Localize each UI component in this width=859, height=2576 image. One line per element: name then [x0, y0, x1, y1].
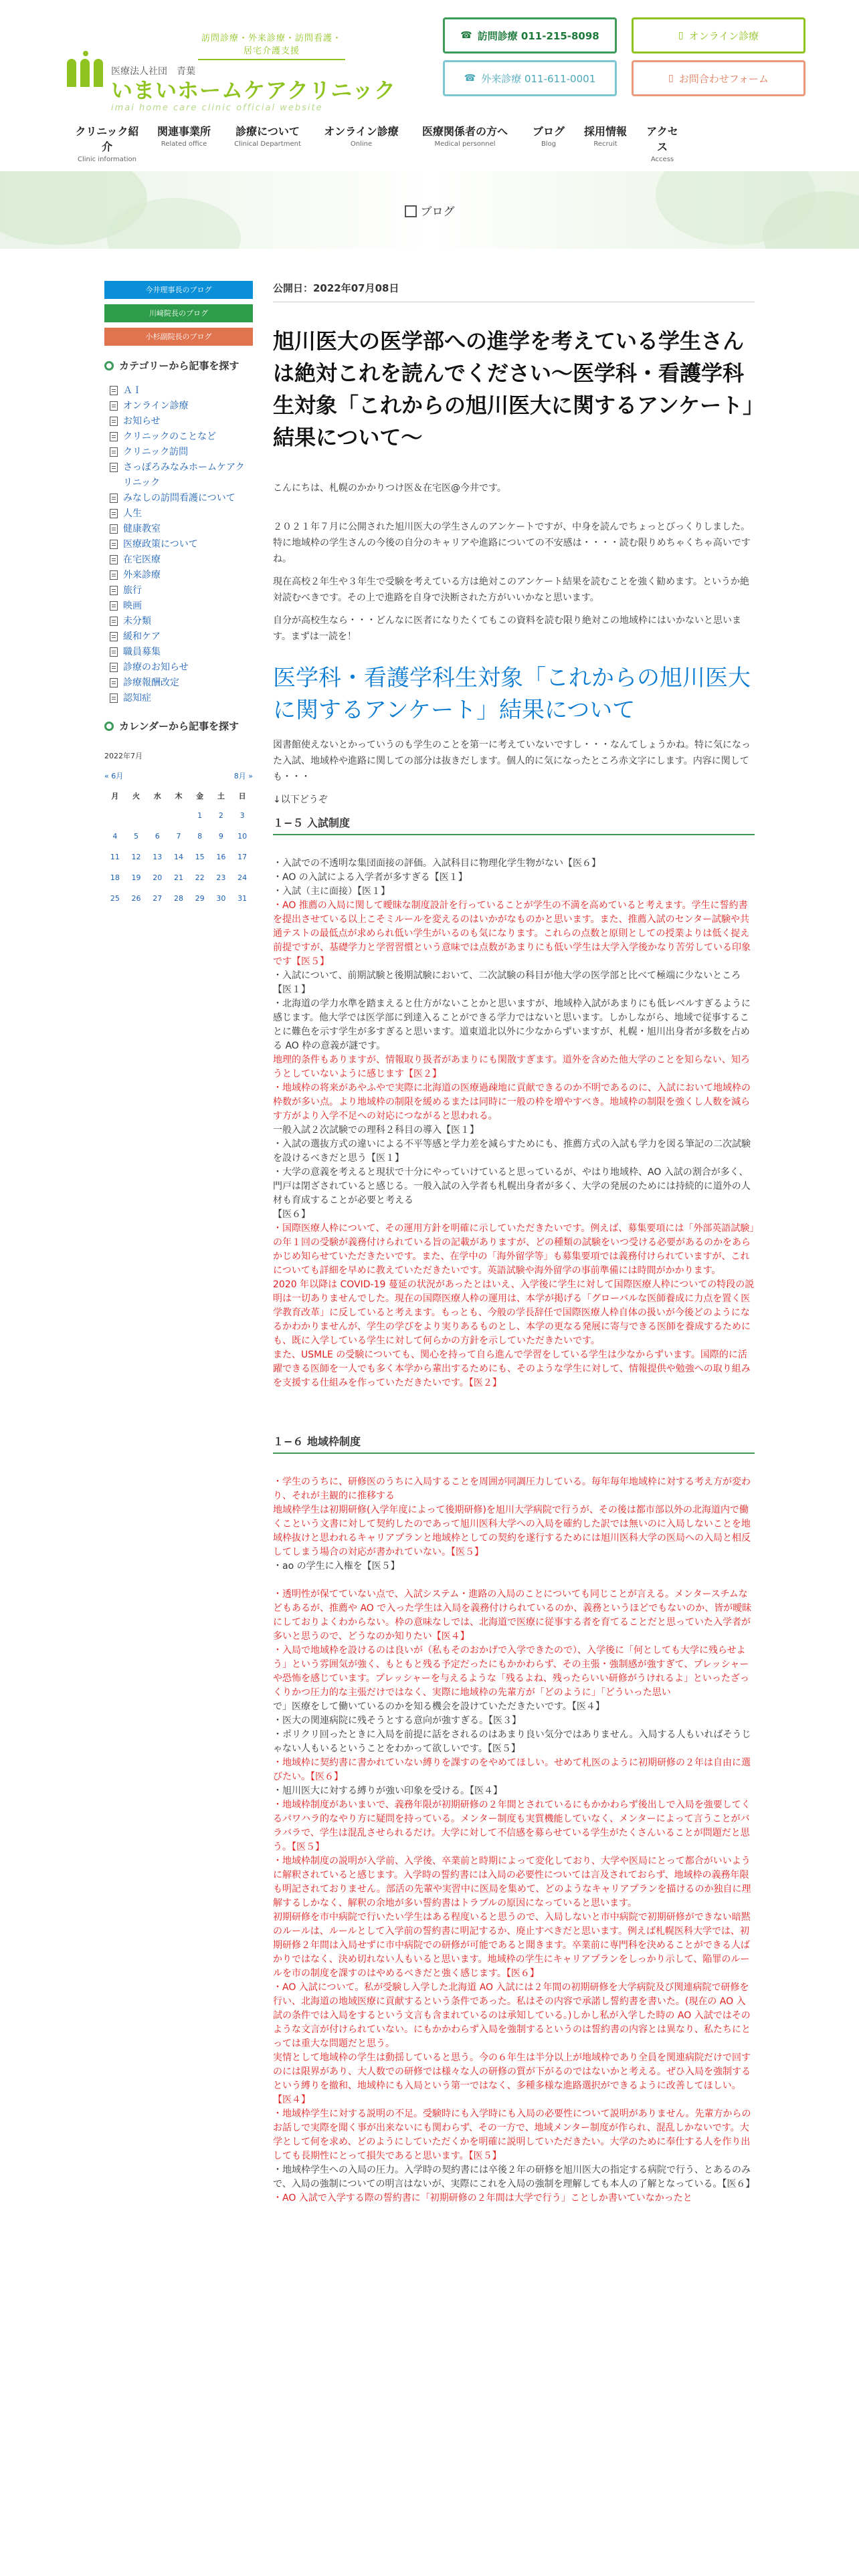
category-label: 健康教室 [123, 524, 161, 534]
article [273, 281, 755, 2206]
section2-list [273, 1475, 755, 2206]
calendar-day[interactable]: 6 [155, 832, 160, 841]
category-item[interactable] [110, 522, 253, 537]
list-item: ・入試の選抜方式の違いによる不平等感と学力差を減らすためにも、推薦方式の入試も学力を図る筆記の二次試験を設けるべきだと思う【医１】 [273, 1139, 751, 1164]
document-icon [110, 540, 118, 549]
calendar-table [104, 786, 253, 909]
category-label: 映画 [123, 601, 142, 611]
list-item: ・地域枠学生に対する説明の不足。受験時にも入学時にも入局の必要性について説明がありません。先輩方からのお話しで実際を聞く事が出来ないにも関わらず、その一方で、地域メンター制度が作られ、混乱しかないです。大学として何を求め、どのようにしていただくかを明確に説明していただきたい。大学のために奉仕する人を作り出しても長期性にとって損失であると思います。【医５】 [273, 2109, 751, 2161]
online-consultation-label: オンライン診療 [688, 29, 759, 42]
calendar-day[interactable]: 30 [216, 894, 226, 903]
list-item: ・入試での不透明な集団面接の評価。入試科目に物理化学生物がない【医６】 [273, 858, 601, 869]
list-item: ・北海道の学力水準を踏まえると仕方がないことかと思いますが、地域枠入試があまりにも低レベルすぎるように感じます。他大学では医学部に到達入ることができる学力ではないと思います。しかしながら、地域で従事することに難色を示す学生が多すぎると思います。道東道北以外に少なからずいますが、札幌・旭川出身者が多数を占める AO 枠の意義が謎です。 [273, 998, 751, 1051]
calendar-day[interactable]: 12 [131, 853, 141, 861]
calendar-day[interactable]: 5 [134, 832, 139, 841]
nav-online[interactable] [314, 123, 408, 163]
page-title-text: ブログ [420, 205, 455, 219]
category-item[interactable] [110, 506, 253, 522]
document-icon [110, 401, 118, 411]
calendar-day [147, 805, 168, 826]
calendar-day[interactable]: 3 [240, 811, 245, 820]
list-item: で」医療をして働いているのかを知る機会を設けていただきたいです。【医４】 [273, 1701, 605, 1712]
nav-label: オンライン診療 [324, 125, 399, 138]
blog-button-director[interactable]: 川﨑院長のブログ [104, 304, 253, 322]
calendar-day[interactable]: 10 [237, 832, 248, 841]
document-icon [110, 447, 118, 457]
document-icon [110, 663, 118, 672]
calendar-month: 2022年7月 [104, 752, 142, 760]
nav-label: 採用情報 [583, 125, 627, 138]
list-item [273, 1574, 755, 1588]
document-icon [110, 693, 118, 703]
document-icon [110, 417, 118, 426]
calendar-day[interactable]: 29 [195, 894, 205, 903]
list-item: ・入局で地域枠を設けるのは良いが（私もそのおかげで入学できたので）、入学後に「何としても大学に残らせよう」という雰囲気が強く、もともと残る予定だったにもかかわらず、その主張・強制感が強すぎて、プレッシャーや恐怖を感じています。プレッシャーを与えるような「残るよね、残ったらいい研修がうけれるよ」といったざっくりかつ圧力的な主張だけではなく、実際に地域枠の先輩方が「どのように」「どういった思い [273, 1645, 749, 1698]
nav-sublabel: Medical personnel [434, 140, 496, 148]
calendar-day [104, 805, 126, 826]
calendar-day[interactable]: 27 [153, 894, 163, 903]
document-icon [110, 463, 118, 472]
category-item[interactable] [110, 583, 253, 599]
category-label: 医療政策について [123, 539, 198, 550]
intro-paragraph: 自分が高校生なら・・・どんなに医者になりたくてもこの資料を読む限り絶対この地域枠にはいかないと思います。まずは一読を！ [273, 615, 741, 642]
category-item[interactable] [110, 537, 253, 552]
sidebar [104, 281, 253, 909]
phone-icon: ☎ [464, 73, 476, 84]
nav-label: 関連事業所 [157, 125, 211, 138]
category-item[interactable] [110, 645, 253, 660]
calendar-day[interactable]: 24 [237, 873, 248, 882]
nav-sublabel: Clinical Department [234, 140, 301, 148]
list-item: ・旭川医大に対する縛りが強い印象を受ける。【医４】 [273, 1786, 502, 1796]
nav-blog[interactable] [522, 123, 575, 163]
document-icon [110, 617, 118, 626]
weekday-header: 木 [175, 792, 183, 800]
calendar-day[interactable]: 4 [112, 832, 118, 841]
calendar-day[interactable]: 1 [197, 811, 203, 820]
monitor-icon: ▯ [678, 30, 684, 41]
calendar-day[interactable]: 7 [176, 832, 181, 841]
document-icon [110, 494, 118, 503]
document-icon [110, 509, 118, 518]
list-item: ・透明性が保てていない点で、入試システム・進路の入局のことについても同じことが言える。メンタースチムなどもあるが、推薦や AO で入った学生は入局を義務付けられているのか、義務というほどでもないのか、皆が曖昧にしておりよくわからない。枠の意味なしでは、北海道で医療に従事する者を育てることだと思っていた入学者が多いと思うので、どうなのか知りたい【医４】 [273, 1589, 752, 1642]
clinic-logo[interactable] [67, 31, 396, 113]
list-item: ・学生のうちに、研修医のうちに入局することを周囲が同調圧力している。毎年毎年地域枠に対する考え方が変わり、それが主観的に推移する [273, 1477, 751, 1501]
category-heading-text: カテゴリーから記事を探す [119, 360, 240, 372]
list-item: ・地域枠学生への入局の圧力。入学時の契約書には卒後２年の研修を旭川医大の指定する病院で行う、とあるのみで、入局の強制についての明言はないが、実際にこれを入局の強制を理解しても本人の了解となっている。【医６】 [273, 2165, 755, 2189]
category-label: 職員募集 [123, 647, 161, 657]
weekday-header: 水 [153, 792, 161, 800]
nav-access[interactable] [636, 123, 689, 163]
category-item[interactable] [110, 629, 253, 645]
list-item: ・AO 入試で入学する際の誓約書に「初期研修の２年間は大学で行う」ことしか書いていなかったと [273, 2193, 692, 2204]
list-item: ・ポリクリ回ったときに入局を前提に話をされるのはあまり良い気分ではありません。入局する人もいればそうじゃない人もいるということをわかって欲しいです。【医５】 [273, 1729, 751, 1754]
category-item[interactable] [110, 614, 253, 629]
list-item: ・大学の意義を考えると現状で十分にやっていけていると思っているが、やはり地域枠、AO 入試の割合が多く、門戸は閉ざされていると感じる。一般入試の入学者も札幌出身者が多く、大学の発展のためには持続的に道外の人材も育成することが必要と考える [273, 1167, 751, 1206]
document-icon [110, 570, 118, 580]
category-item[interactable] [110, 691, 253, 706]
contact-form-button[interactable] [632, 60, 805, 96]
calendar-day[interactable]: 16 [216, 853, 226, 861]
weekday-header: 金 [196, 792, 204, 800]
category-item[interactable] [110, 599, 253, 614]
list-item: 【医６】 [273, 1209, 310, 1220]
category-item[interactable] [110, 445, 253, 460]
list-item: ・医大の関連病院に残そうとする意向が強すぎる。【医３】 [273, 1715, 521, 1726]
list-item: 実情として地域枠の学生は動揺していると思う。今の６年生は半分以上が地域枠であり全員を関連病院だけで回すのには限界があり、大人数での研修では様々な人の研修の質が下がるのではないかと考える。ぜひ入局を強制するという縛りを撤和、地域枠にも入局という第一ではなく、多種多様な進路選択ができるように改善してほしい。【医４】 [273, 2052, 751, 2105]
calendar-day[interactable]: 31 [237, 894, 248, 903]
weekday-header: 日 [238, 792, 246, 800]
logo-corporation: 医療法人社団 青葉 [111, 66, 195, 77]
calendar-day[interactable]: 20 [153, 873, 163, 882]
blog-icon [405, 205, 417, 217]
contact-form-label: お問合わせフォーム [678, 72, 769, 85]
logo-clinic-en: imai home care clinic official website [111, 103, 323, 113]
calendar-heading-text: カレンダーから記事を探す [119, 720, 240, 732]
category-label: 緩和ケア [123, 631, 161, 642]
category-label: 旅行 [123, 585, 142, 596]
document-icon: ▯ [668, 73, 674, 84]
nav-label: 診療について [235, 125, 300, 138]
blog-button-vice-director[interactable]: 小杉副院長のブログ [104, 328, 253, 346]
category-item[interactable] [110, 383, 253, 399]
phone-icon: ☎ [460, 30, 472, 41]
calendar-day[interactable]: 19 [131, 873, 141, 882]
calendar-day[interactable]: 26 [131, 894, 141, 903]
nav-sublabel: Online [350, 140, 373, 148]
category-label: 認知症 [123, 693, 151, 704]
circle-icon [104, 361, 114, 370]
list-item: ・入試について、前期試験と後期試験において、二次試験の科目が他大学の医学部と比べて極端に少ないところ【医１】 [273, 970, 741, 995]
category-label: オンライン診療 [123, 401, 189, 411]
category-label: 診療報酬改定 [123, 677, 179, 688]
list-item: 地理的条件もありますが、情報取り扱者があまりにも閑散すぎます。道外を含めた他大学のことを知らない、知ろうとしていないように感じます【医２】 [273, 1055, 750, 1079]
subsection-heading: １−６ 地域枠制度 [273, 1433, 755, 1454]
outpatient-phone-button[interactable] [443, 60, 617, 96]
nav-sublabel: Blog [541, 140, 557, 148]
logo-clinic-name: いまいホームケアクリニック [111, 78, 397, 103]
document-icon [110, 601, 118, 611]
document-icon [110, 386, 118, 395]
nav-sublabel: Recruit [593, 140, 617, 148]
calendar-day[interactable]: 23 [216, 873, 226, 882]
calendar-day[interactable]: 15 [195, 853, 205, 861]
calendar-day[interactable]: 13 [153, 853, 163, 861]
list-item: ・地域枠制度があいまいで、義務年限が初期研修の２年間とされているにもかかわらず後出しで入局を強要してくるパワハラ的なやり方に疑問を持っている。メンター制度も実質機能していなく、メンターによって言うことがバラバラで、学生は混乱させられるだけ。大学に対して不信感を募らせている学生がたくさんいることが問題だと思う。【医５】 [273, 1800, 751, 1852]
calendar-prev-link[interactable]: « 6月 [104, 772, 124, 780]
lead-paragraph: 図書館使えないとかっていうのも学生のことを第一に考えていないですし・・・なんてしょうかね。特に気になった入試、地域枠や進路に関しての部分は抜きだします。個人的に気になったところ赤文字にします。内容に関しても・・・ [273, 740, 751, 782]
nav-label: 医療関係者の方へ [421, 125, 508, 138]
category-item[interactable] [110, 491, 253, 506]
weekday-header: 火 [132, 792, 140, 800]
subsection-heading: １−５ 入試制度 [273, 815, 755, 835]
calendar-day[interactable]: 2 [218, 811, 223, 820]
nav-sublabel: Related office [161, 140, 207, 148]
calendar-day[interactable]: 14 [173, 853, 183, 861]
calendar-nav [104, 770, 253, 781]
intro-paragraph: 現在高校２年生や３年生で受験を考えている方は絶対このアンケート結果を読むことを強く勧めます。というか絶対読むべきです。その上で進路を自身で決断された方がいいかなと思います。 [273, 576, 750, 603]
outpatient-phone-label: 外来診療 011-611-0001 [481, 72, 596, 85]
category-list [104, 383, 253, 706]
document-icon [110, 524, 118, 534]
list-item: ・国際医療人枠について、その運用方針を明確に示していただきたいです。例えば、募集要項には「外部英語試験」の年１回の受験が義務付けられている旨の記載がありますが、どの種類の試験をいつ受ける必要があるのかをあらかじめ知らせていただきたいです。また、在学中の「海外留学等」も募集要項では義務付けられていますが、これについても詳細を早めに教えていただきたいです。英語試験や海外留学の事前準備には時間がかかります。 [273, 1223, 755, 1276]
category-label: お知らせ [123, 416, 161, 427]
document-icon [110, 632, 118, 641]
category-label: 在宅医療 [123, 554, 161, 565]
category-item[interactable] [110, 660, 253, 675]
category-item[interactable] [110, 460, 253, 491]
list-item: 一般入試２次試験での理科２科目の導入【医１】 [273, 1125, 479, 1136]
nav-clinical-department[interactable] [221, 123, 314, 163]
section-heading: 医学科・看護学科生対象「これからの旭川医大に関するアンケート」結果について [273, 665, 751, 724]
blog-button-chairman[interactable]: 今井理事長のブログ [104, 281, 253, 299]
calendar-day[interactable]: 9 [218, 832, 223, 841]
list-item: ・AO 入試について。私が受験し入学した北海道 AO 入試には２年間の初期研修を大学病院及び関連病院で研修を行い、北海道の地域医療に貢献するという条件であった。私はその内容で承諾し誓約書を書いた。(現在の AO 入試の条件では入局をするという文言も含まれているのは承知している。)しかし私が入学した時の AO 入試ではそのような文言が付けられていない。にもかかわらず入局を強制するというのは誓約書の内容とは異なり、私たちにとっては重大な問題だと思う。 [273, 1982, 751, 2049]
visit-phone-label: 訪問診療 011-215-8098 [477, 29, 599, 42]
list-item: ・地域枠制度の説明が入学前、入学後、卒業前と時期によって変化しており、大学や医局にとって都合がいいように解釈されていると感じます。入学時の誓約書には入局の必要性については言及されておらず、地域枠の義務年限も明記されておりません。部活の先輩や実習中に医局を集めて、どのようなキャリアプランを描けるのか独自に理解するしかなく、解釈の余地が多い誓約書はトラブルの原因になっていると思います。 [273, 1856, 751, 1909]
site-header [0, 0, 859, 167]
calendar-day[interactable]: 11 [110, 853, 120, 861]
category-item[interactable] [110, 429, 253, 445]
list-item: 2020 年以降は COVID-19 蔓延の状況があったとはいえ、入学後に学生に対して国際医療人枠についての特段の説明は一切ありませんでした。現在の国際医療人枠の運用は、本学が掲げる「グローバルな医師養成に力点を置く医学教育改革」に反していると考えます。もっとも、今般の学長辞任で国際医療人枠自体の扱いが今後どのようになるかわかりませんが、学生の学びをより実りあるものとし、本学の更なる発展に寄与できる医師を養成するためにも、既に入学している学生に対して何らかの方針を示していただきたいです。 [273, 1279, 755, 1346]
logo-tagline: 訪問診療・外来診療・訪問看護・居宅介護支援 [198, 31, 345, 60]
nav-label: クリニック紹介 [75, 125, 139, 153]
visit-phone-button[interactable] [443, 17, 617, 53]
category-label: ＡＩ [123, 385, 142, 396]
global-nav [67, 123, 689, 163]
list-item: 初期研修を市中病院で行いたい学生はある程度いると思うので、入局しないと市中病院で初期研修ができない暗黙のルールは、ルールとして入学前の誓約書に明記するか、廃止すべきだと思います。例えば札幌医科大学では、初期研修２年間は入局せずに市中病院での研修が可能であると聞きます。卒業前に専門科を決めることができる人ばかりではなく、決め切れない人もいると思います。地域枠の学生にキャリアプランをしっかり示して、陥罪のルールを市の制度を課すのはやめるべきだと強く感じます。【医６】 [273, 1912, 751, 1979]
calendar-day[interactable]: 17 [237, 853, 248, 861]
category-label: 人生 [123, 508, 142, 519]
list-item: ・AO の入試による入学者が多すぎる【医１】 [273, 872, 468, 883]
list-item: ・地域枠に契約書に書かれていない縛りを課すのをやめてほしい。せめて札医のように初期研修の２年は自由に選びたい。【医６】 [273, 1757, 751, 1782]
weekday-header: 月 [111, 792, 119, 800]
category-label: みなしの訪問看護について [123, 493, 235, 504]
lead-paragraph: ↓以下どうぞ [273, 794, 328, 805]
calendar-day[interactable]: 21 [173, 873, 183, 882]
category-item[interactable] [110, 568, 253, 583]
section1-list [273, 857, 755, 1390]
calendar-next-link[interactable]: 8月 » [233, 772, 253, 780]
category-label: 診療のお知らせ [123, 662, 189, 673]
category-label: さっぽろみなみホームケアクリニック [123, 462, 245, 488]
nav-related-office[interactable] [147, 123, 221, 163]
logo-mark-icon [67, 51, 106, 88]
category-label: クリニックのことなど [123, 431, 217, 442]
page-banner [0, 171, 859, 249]
publish-date: 公開日：2022年07月08日 [273, 281, 755, 302]
document-icon [110, 432, 118, 441]
calendar-day[interactable]: 22 [195, 873, 205, 882]
calendar-day [168, 805, 189, 826]
category-item[interactable] [110, 399, 253, 414]
calendar-day[interactable]: 25 [110, 894, 120, 903]
category-item[interactable] [110, 414, 253, 429]
list-item: また、USMLE の受験についても、関心を持って自ら進んで学習をしている学生は少なからずいます。国際的に活躍できる医師を一人でも多く本学から輩出するためにも、そのような学生に対して、情報提供や勉強への取り組みを支援する仕組みを作っていただきたいです。【医２】 [273, 1350, 751, 1388]
nav-clinic-info[interactable] [67, 123, 147, 163]
nav-sublabel: Clinic information [77, 156, 137, 163]
nav-label: ブログ [532, 125, 565, 138]
document-icon [110, 555, 118, 564]
list-item: ・地域枠の将来があやふやで実際に北海道の医療過疎地に貢献できるのか不明であるのに、入試において地域枠の枠数が多い点。より地域枠の制限を緩めるまたは同時に一般の枠を増やすべき。地域枠の制限を強くし人数を減らす方がより入学不足への対応につながると思われる。 [273, 1083, 751, 1121]
nav-sublabel: Access [650, 156, 674, 163]
document-icon [110, 678, 118, 687]
online-consultation-button[interactable] [632, 17, 805, 53]
document-icon [110, 647, 118, 657]
list-item: 地域枠学生は初期研修(入学年度によって後期研修)を旭川大学病院で行うが、その後は都市部以外の北海道内で働くこという文書に対して契約したのであって旭川医科大学への入局を確約した訳では無いのに入局しないことを地域枠抜けと思われるキャリアプランと地域枠としての契約を遂行するためには旭川医科大学の医局への入局と相反してしまう場合の対応が書かれていない。【医５】 [273, 1505, 751, 1558]
calendar-day[interactable]: 8 [197, 832, 203, 841]
page-title [0, 202, 859, 219]
intro-paragraph: ２０２１年７月に公開された旭川医大の学生さんのアンケートですが、中身を読んでちょっとびっくりしました。特に地域枠の学生さんの今後の自分のキャリアや進路についての不安感は・・・・読む限りめちゃくちゃ高いですね。 [273, 522, 751, 564]
calendar-day[interactable]: 18 [110, 873, 120, 882]
calendar-day[interactable]: 28 [173, 894, 183, 903]
intro-paragraph: こんにちは、札幌のかかりつけ医＆在宅医@今井です。 [273, 483, 506, 494]
nav-medical-personnel[interactable] [408, 123, 522, 163]
circle-icon [104, 722, 114, 731]
category-label: 未分類 [123, 616, 151, 627]
document-icon [110, 586, 118, 595]
calendar-day [126, 805, 147, 826]
category-heading [104, 359, 253, 372]
list-item: ・入試（主に面接）【医１】 [273, 886, 390, 897]
category-label: クリニック訪問 [123, 447, 189, 457]
weekday-header: 土 [217, 792, 225, 800]
list-item: ・ao の学生に入権を【医５】 [273, 1561, 400, 1572]
list-item: ・AO 推薦の入局に関して曖昧な制度設計を行っていることが学生の不満を高めていると考えます。学生に誓約書を提出させている以上こそミルールを変えるのはいかがなものかと思います。また、推薦入試のセンター試験や共通テストの最低点が求められ低い学生がいるのも気になります。これらの点数と原則としての授業よりは低く捉え前提ですが、基礎学力と学習習慣という意味では点数があまりにも低い学生は大学入学後かなり苦労している印象です【医５】 [273, 900, 751, 967]
calendar-heading [104, 720, 253, 733]
category-item[interactable] [110, 675, 253, 691]
nav-label: アクセス [646, 125, 678, 153]
category-label: 外来診療 [123, 570, 161, 580]
nav-recruit[interactable] [575, 123, 636, 163]
article-title: 旭川医大の医学部への進学を考えている学生さんは絶対これを読んでください〜医学科・看護学科生対象「これからの旭川医大に関するアンケート」結果について〜 [273, 328, 754, 450]
category-item[interactable] [110, 552, 253, 568]
